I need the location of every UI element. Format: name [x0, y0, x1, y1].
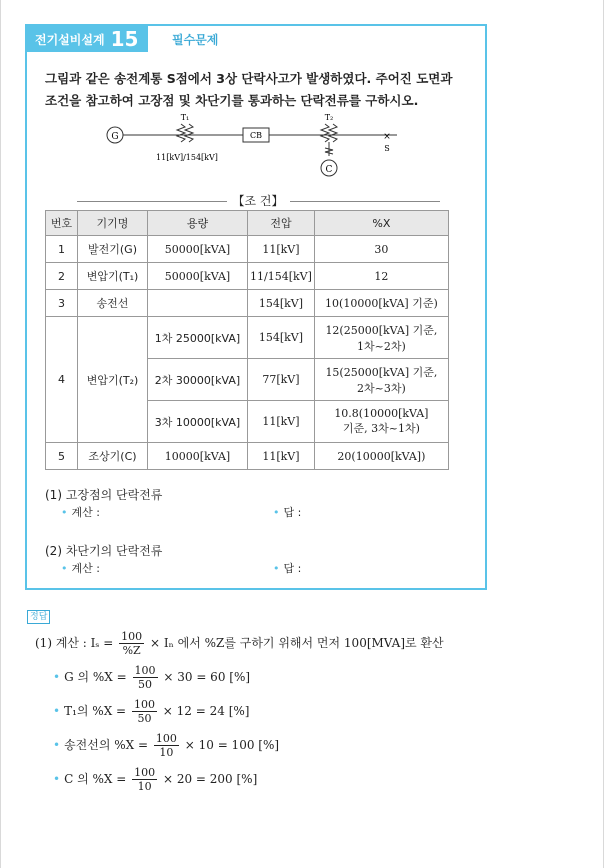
cell-x: 20(10000[kVA]) [314, 443, 448, 470]
fraction [132, 698, 157, 725]
cell-voltage: 11[kV] [248, 236, 315, 263]
table-row [46, 263, 449, 290]
cb-label: CB [250, 131, 262, 140]
condenser-label: C [325, 165, 333, 175]
solution-item: • C 의 %X = $\frac{100}{10}$ × 20 = 200 [%] [53, 766, 258, 793]
item-label: G 의 %X = [64, 670, 127, 684]
cell-x [314, 317, 448, 359]
fault-mark-icon: × [383, 132, 391, 142]
solution-item: • T₁의 %X = $\frac{100}{50}$ × 12 = 24 [%] [53, 698, 250, 725]
generator-label: G [111, 132, 119, 142]
denominator: 10 [137, 780, 152, 793]
calc-label: 계산 : [71, 506, 100, 519]
fraction [132, 766, 157, 793]
cell-voltage: 11[kV] [248, 401, 315, 443]
denominator: 10 [159, 746, 174, 759]
cell-capacity: 1차 25000[kVA] [148, 317, 248, 359]
cell-voltage: 154[kV] [248, 290, 315, 317]
cell-x-line: 2차~3차) [357, 381, 406, 395]
cell-voltage: 154[kV] [248, 317, 315, 359]
calc-label: 계산 : [71, 562, 100, 575]
item-label: C 의 %X = [64, 772, 127, 786]
denominator: 50 [138, 678, 153, 691]
numerator: 100 [155, 732, 177, 745]
item-result: × 12 = 24 [%] [162, 704, 250, 718]
circuit-diagram [97, 112, 427, 190]
cell-name: 변압기(T₁) [78, 263, 148, 290]
item-result: × 30 = 60 [%] [163, 670, 251, 684]
table-header-row [46, 211, 449, 236]
category-label: 전기설비설계 [35, 32, 105, 47]
cell-capacity: 3차 10000[kVA] [148, 401, 248, 443]
answer-label: 답 : [283, 562, 302, 575]
table-row [46, 236, 449, 263]
subquestion-1 [45, 486, 162, 522]
fault-point-label: S [384, 144, 390, 153]
calc-line: • 계산 : [61, 506, 100, 519]
cell-capacity: 50000[kVA] [148, 263, 248, 290]
cell-voltage: 11/154[kV] [248, 263, 315, 290]
cell-capacity [148, 290, 248, 317]
cell-x-line: 1차~2차) [357, 339, 406, 353]
solution-text: × Iₙ 에서 %Z를 구하기 위해서 먼저 100[MVA]로 환산 [149, 636, 444, 650]
header-cell: %X [314, 211, 448, 236]
problem-number: 15 [110, 27, 139, 51]
numerator: 100 [134, 766, 156, 779]
header-cell: 용량 [148, 211, 248, 236]
answer-1: • 답 : [273, 506, 302, 519]
cell-no: 4 [46, 317, 78, 443]
item-result: × 20 = 200 [%] [162, 772, 258, 786]
fraction [119, 630, 144, 657]
t2-transformer-symbol [321, 124, 337, 156]
solution-text: (1) 계산 : Iₛ = [35, 636, 114, 650]
header-cell: 번호 [46, 211, 78, 236]
problem-frame [25, 24, 487, 590]
t1-label: T₁ [180, 113, 190, 122]
item-label: T₁의 %X = [64, 704, 127, 718]
cell-x-line: 15(25000[kVA] 기준, [325, 365, 438, 379]
cell-x-line: 기준, 3차~1차) [342, 422, 420, 435]
item-result: × 10 = 100 [%] [184, 738, 280, 752]
cell-name: 발전기(G) [78, 236, 148, 263]
cell-x [314, 401, 448, 443]
numerator: 100 [121, 630, 143, 643]
cell-no: 5 [46, 443, 78, 470]
cell-name: 조상기(C) [78, 443, 148, 470]
cell-x: 12 [314, 263, 448, 290]
numerator: 100 [134, 664, 156, 677]
cell-name: 송전선 [78, 290, 148, 317]
cell-no: 1 [46, 236, 78, 263]
solution-item: • G 의 %X = $\frac{100}{50}$ × 30 = 60 [%] [53, 664, 251, 691]
answer-2: • 답 : [273, 562, 302, 575]
question-text [45, 68, 475, 112]
t2-label: T₂ [324, 113, 334, 122]
cell-no: 2 [46, 263, 78, 290]
ratio-label: 11[kV]/154[kV] [156, 153, 218, 162]
required-label: 필수문제 [161, 28, 226, 50]
t1-transformer-symbol [177, 124, 193, 142]
subquestion-title: (2) 차단기의 단락전류 [45, 544, 163, 558]
calc-line: • 계산 : [61, 562, 100, 575]
question-line: 조건을 참고하여 고장점 및 차단기를 통과하는 단락전류를 구하시오. [45, 93, 419, 108]
numerator: 100 [133, 698, 155, 711]
cell-capacity: 50000[kVA] [148, 236, 248, 263]
denominator: 50 [137, 712, 152, 725]
cell-x: 10(10000[kVA] 기준) [314, 290, 448, 317]
problem-tag [27, 26, 148, 52]
table-row [46, 290, 449, 317]
item-label: 송전선의 %X = [64, 738, 149, 752]
answer-label: 답 : [283, 506, 302, 519]
cell-x-line: 10.8(10000[kVA] [334, 407, 429, 420]
cell-x [314, 359, 448, 401]
cell-no: 3 [46, 290, 78, 317]
cell-voltage: 11[kV] [248, 443, 315, 470]
cell-x-line: 12(25000[kVA] 기준, [325, 323, 438, 337]
denominator: %Z [122, 644, 141, 657]
header-cell: 전압 [248, 211, 315, 236]
table-row [46, 443, 449, 470]
subquestion-title: (1) 고장점의 단락전류 [45, 488, 163, 502]
fraction [154, 732, 179, 759]
answer-badge: 정답 [27, 610, 50, 624]
solution-item: • 송전선의 %X = $\frac{100}{10}$ × 10 = 100 [%] [53, 732, 280, 759]
question-line: 그림과 같은 송전계통 S점에서 3상 단락사고가 발생하였다. 주어진 도면과 [45, 71, 453, 86]
cell-voltage: 77[kV] [248, 359, 315, 401]
table-row [46, 317, 449, 359]
subquestion-2 [45, 542, 162, 578]
cell-x: 30 [314, 236, 448, 263]
cell-capacity: 2차 30000[kVA] [148, 359, 248, 401]
cell-capacity: 10000[kVA] [148, 443, 248, 470]
conditions-table [45, 210, 449, 470]
header-cell: 기기명 [78, 211, 148, 236]
fraction [133, 664, 158, 691]
cell-name: 변압기(T₂) [78, 317, 148, 443]
solution-intro [35, 630, 444, 657]
conditions-title: 【조 건】 [27, 192, 489, 209]
